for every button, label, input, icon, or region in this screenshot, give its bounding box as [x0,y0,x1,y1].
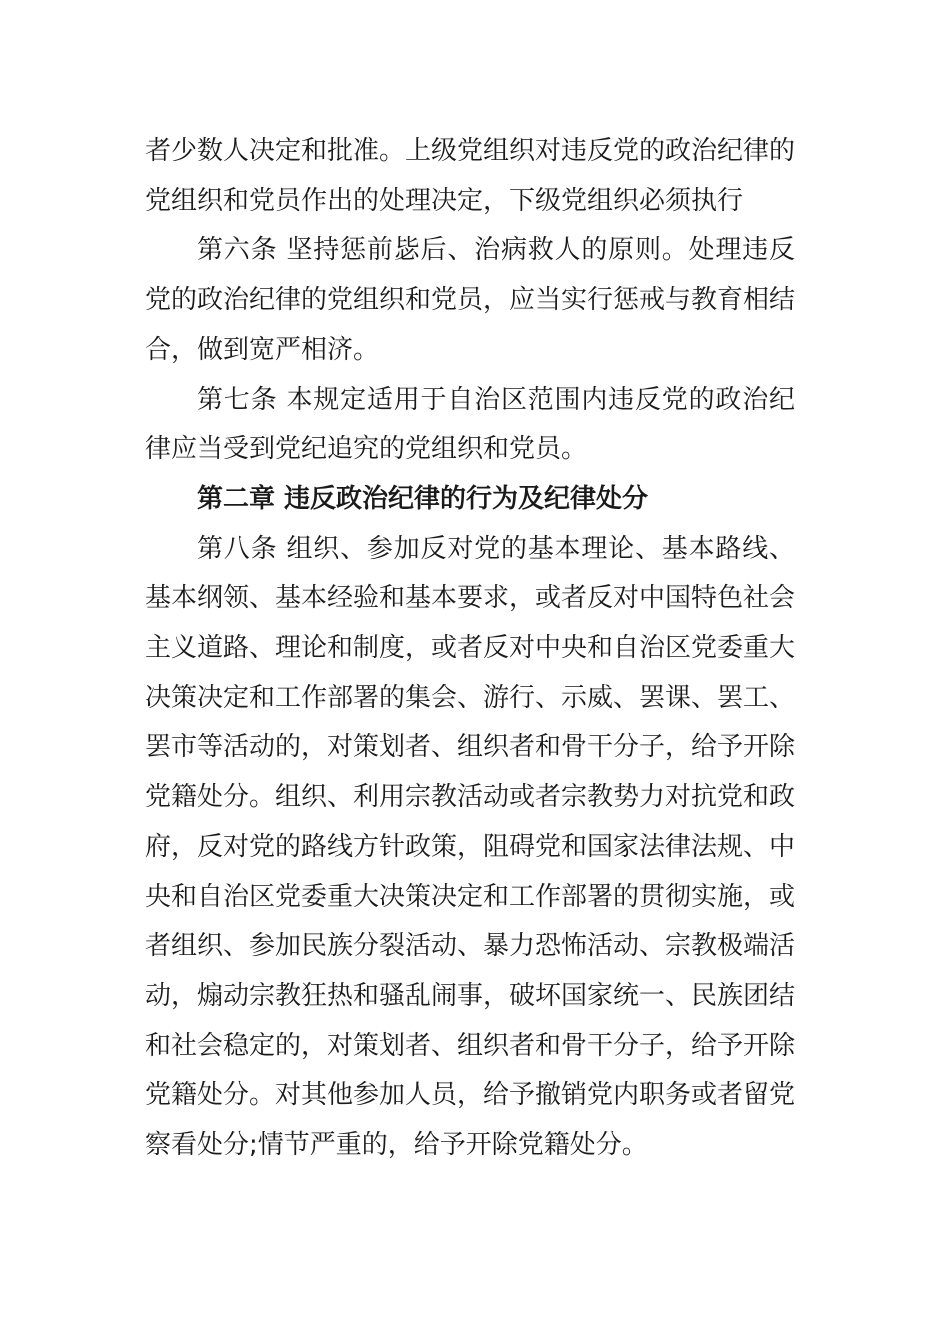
paragraph-continuation: 者少数人决定和批准。上级党组织对违反党的政治纪律的党组织和党员作出的处理决定，下级党组织必须执行 [145,136,796,216]
document-body [145,127,795,1171]
article-7-paragraph: 第七条 本规定适用于自治区范围内违反党的政治纪律应当受到党纪追究的党组织和党员。 [145,384,795,465]
article-8-paragraph: 第八条 组织、参加反对党的基本理论、基本路线、基本纲领、基本经验和基本要求，或者反对中国特色社会主义道路、理论和制度，或者反对中央和自治区党委重大决策决定和工作部署的集会、游行、示威、罢课、罢工、罢市等活动的，对策划者、组织者和骨干分子，给予开除党籍处分。组织、利用宗教活动或者宗教势力对抗党和政府，反对党的路线方针政策，阻碍党和国家法律法规、中央和自治区党委重大决策决定和工作部署的贯彻实施，或者组织、参加民族分裂活动、暴力恐怖活动、宗教极端活动，煽动宗教狂热和骚乱闹事，破坏国家统一、民族团结和社会稳定的，对策划者、组织者和骨干分子，给予开除党籍处分。对其他参加人员，给予撤销党内职务或者留党察看处分;情节严重的，给予开除党籍处分。 [145,533,796,1161]
chapter-2-heading: 第二章 违反政治纪律的行为及纪律处分 [197,483,649,514]
article-6-paragraph: 第六条 坚持惩前毖后、治病救人的原则。处理违反党的政治纪律的党组织和党员，应当实行惩戒与教育相结合，做到宽严相济。 [145,235,796,365]
